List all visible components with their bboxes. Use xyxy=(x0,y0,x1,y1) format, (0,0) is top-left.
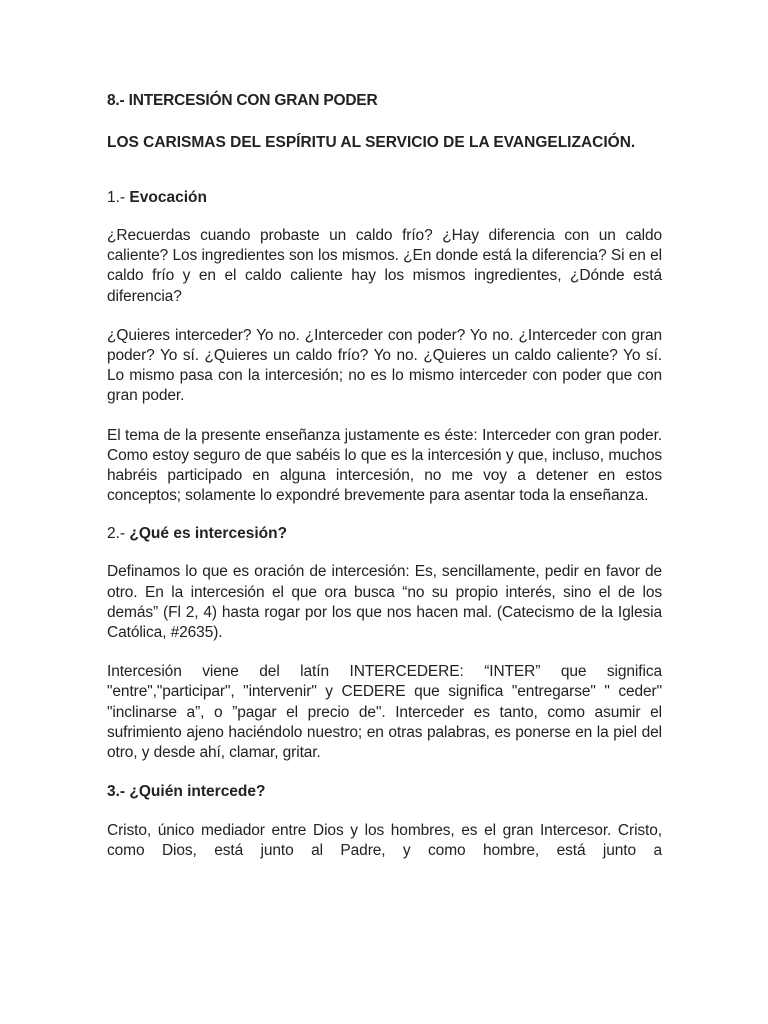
paragraph: Cristo, único mediador entre Dios y los hombres, es el gran Intercesor. Cristo, como Dios, está junto al Padre, y como hombre, está junto a xyxy=(107,822,662,860)
section-number: 1.- xyxy=(107,189,126,206)
document-subtitle: LOS CARISMAS DEL ESPÍRITU AL SERVICIO DE LA EVANGELIZACIÓN. xyxy=(107,134,636,151)
document-title: 8.- INTERCESIÓN CON GRAN PODER xyxy=(107,92,378,109)
section-heading-quien-intercede xyxy=(107,781,662,802)
section-number: 3.- xyxy=(107,783,126,801)
section-heading-que-es-intercesion xyxy=(107,523,662,544)
paragraph: Intercesión viene del latín INTERCEDERE: “INTER” que significa "entre","participar", "intervenir" y CEDERE que significa "entregarse" " ceder" "inclinarse a”, o ”pagar el precio de". Interceder es tanto, como asumir el sufrimiento ajeno haciéndolo nuestro; en otras palabras, es ponerse en la piel del otro, y desde ahí, clamar, gritar. xyxy=(107,663,662,762)
section-label: ¿Qué es intercesión? xyxy=(129,525,288,543)
section-label: Evocación xyxy=(129,189,207,206)
paragraph: ¿Quieres interceder? Yo no. ¿Interceder con poder? Yo no. ¿Interceder con gran poder? Yo sí. ¿Quieres un caldo frío? Yo no. ¿Quieres un caldo caliente? Yo sí. Lo mismo pasa con la intercesión; no es lo mismo interceder con poder que con gran poder. xyxy=(107,326,662,405)
paragraph: Definamos lo que es oración de intercesión: Es, sencillamente, pedir en favor de otro. En la intercesión el que ora busca “no su propio interés, sino el de los demás” (Fl 2, 4) hasta rogar por los que nos hacen mal. (Catecismo de la Iglesia Católica, #2635). xyxy=(107,563,662,642)
section-label: ¿Quién intercede? xyxy=(129,783,266,801)
paragraph: El tema de la presente enseñanza justamente es éste: Interceder con gran poder. Como estoy seguro de que sabéis lo que es la intercesión y que, incluso, muchos habréis participado en alguna intercesión, no me voy a detener en estos conceptos; solamente lo expondré brevemente para asentar toda la enseñanza. xyxy=(107,426,662,505)
paragraph: ¿Recuerdas cuando probaste un caldo frío? ¿Hay diferencia con un caldo caliente? Los ingredientes son los mismos. ¿En donde está la diferencia? Si en el caldo frío y en el caldo caliente hay los mismos ingredientes, ¿Dónde está diferencia? xyxy=(107,227,662,305)
section-number: 2.- xyxy=(107,525,126,543)
section-heading-evocacion xyxy=(107,187,662,208)
